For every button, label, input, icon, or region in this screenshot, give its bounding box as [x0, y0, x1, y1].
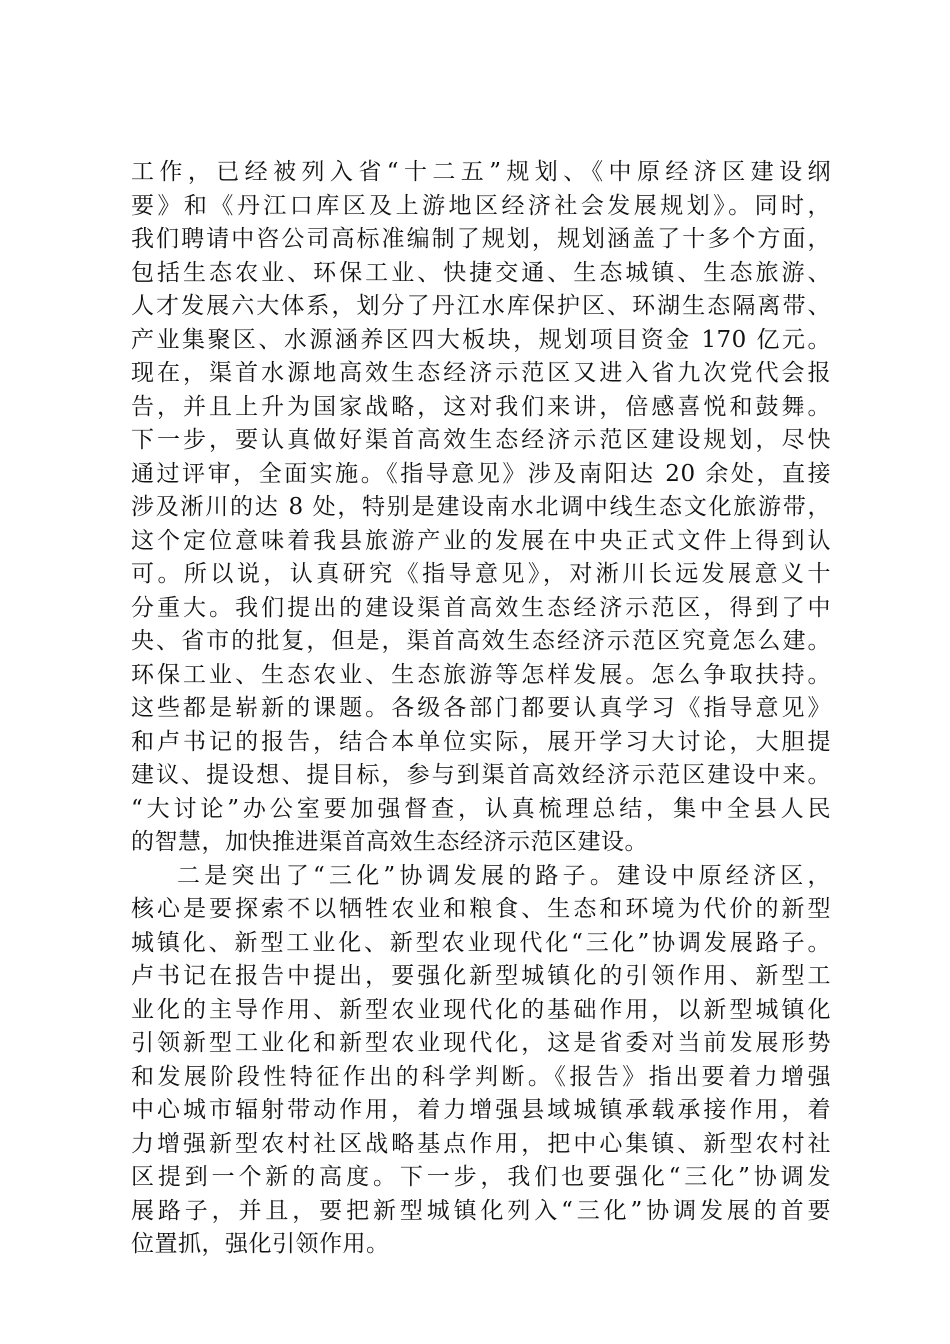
text-line: 告，并且上升为国家战略，这对我们来讲，倍感喜悦和鼓舞。 [131, 393, 831, 420]
text-line: 位置抓，强化引领作用。 [131, 1231, 390, 1257]
text-line: 涉及淅川的达 8 处，特别是建设南水北调中线生态文化旅游带， [131, 494, 831, 520]
text-line: 核心是要探索不以牺牲农业和粮食、生态和环境为代价的新型 [131, 896, 831, 922]
text-line: 引领新型工业化和新型农业现代化，这是省委对当前发展形势 [131, 1030, 831, 1056]
text-line: 央、省市的批复，但是，渠首高效生态经济示范区究竟怎么建。 [131, 628, 831, 654]
text-line: 通过评审，全面实施。《指导意见》涉及南阳达 20 余处，直接 [131, 460, 831, 487]
text-line: 的智慧，加快推进渠首高效生态经济示范区建设。 [131, 829, 648, 855]
text-line: 力增强新型农村社区战略基点作用，把中心集镇、新型农村社 [131, 1130, 831, 1157]
text-line: 和卢书记的报告，结合本单位实际，展开学习大讨论，大胆提 [131, 728, 831, 755]
text-line: 我们聘请中咨公司高标准编制了规划，规划涵盖了十多个方面， [131, 226, 831, 252]
text-line: 二是突出了“三化”协调发展的路子。建设中原经济区， [177, 862, 831, 889]
text-line: 城镇化、新型工业化、新型农业现代化“三化”协调发展路子。 [131, 929, 831, 956]
text-line: 环保工业、生态农业、生态旅游等怎样发展。怎么争取扶持。 [131, 661, 831, 688]
text-line: 分重大。我们提出的建设渠首高效生态经济示范区，得到了中 [131, 594, 831, 621]
text-line: 和发展阶段性特征作出的科学判断。《报告》指出要着力增强 [131, 1063, 831, 1090]
text-line: 这个定位意味着我县旅游产业的发展在中央正式文件上得到认 [131, 527, 831, 554]
text-line: 这些都是崭新的课题。各级各部门都要认真学习《指导意见》 [131, 695, 831, 721]
text-line: 可。所以说，认真研究《指导意见》，对淅川长远发展意义十 [131, 561, 831, 587]
text-line: 人才发展六大体系，划分了丹江水库保护区、环湖生态隔离带、 [131, 293, 831, 319]
text-line: 区提到一个新的高度。下一步，我们也要强化“三化”协调发 [131, 1164, 831, 1190]
text-line: 卢书记在报告中提出，要强化新型城镇化的引领作用、新型工 [131, 963, 831, 989]
text-line: 现在，渠首水源地高效生态经济示范区又进入省九次党代会报 [131, 360, 831, 386]
text-line: 产业集聚区、水源涵养区四大板块，规划项目资金 170 亿元。 [131, 326, 831, 353]
text-line: 工作，已经被列入省“十二五”规划、《中原经济区建设纲 [131, 159, 831, 185]
text-line: 业化的主导作用、新型农业现代化的基础作用，以新型城镇化 [131, 996, 831, 1023]
body-text [131, 156, 831, 1262]
text-line: 要》和《丹江口库区及上游地区经济社会发展规划》。同时， [131, 192, 831, 219]
text-line: 下一步，要认真做好渠首高效生态经济示范区建设规划，尽快 [131, 427, 831, 453]
text-line: “大讨论”办公室要加强督查，认真梳理总结，集中全县人民 [131, 795, 831, 822]
text-line: 中心城市辐射带动作用，着力增强县域城镇承载承接作用，着 [131, 1097, 831, 1123]
text-line: 包括生态农业、环保工业、快捷交通、生态城镇、生态旅游、 [131, 259, 831, 286]
text-line: 展路子，并且，要把新型城镇化列入“三化”协调发展的首要 [131, 1197, 831, 1224]
text-line: 建议、提设想、提目标，参与到渠首高效经济示范区建设中来。 [131, 762, 831, 788]
